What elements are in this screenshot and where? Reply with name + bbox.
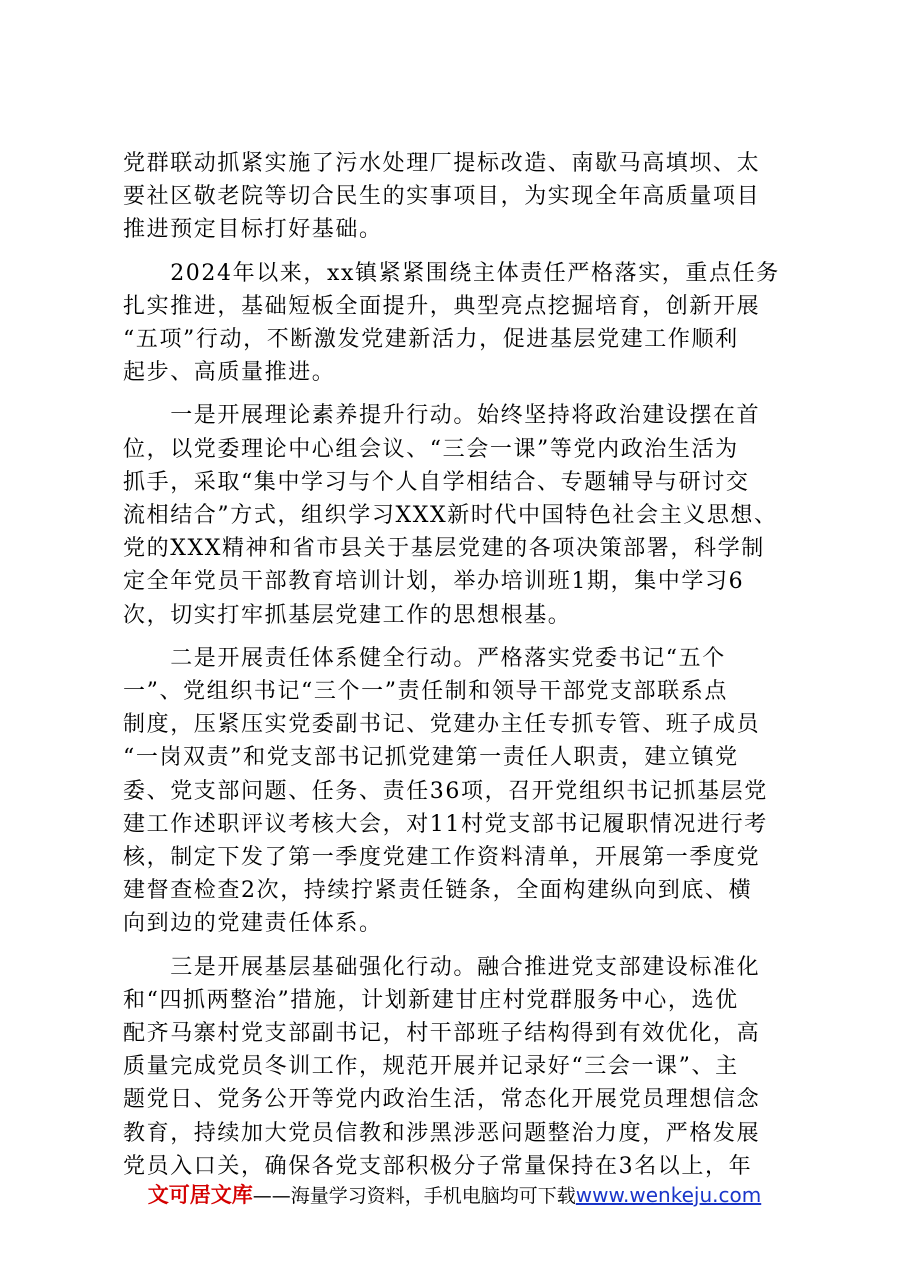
text-line: 流相结合”方式，组织学习XXX新时代中国特色社会主义思想、 (123, 503, 778, 529)
text-line: 推进预定目标打好基础。 (123, 217, 383, 243)
text-line: 扎实推进，基础短板全面提升，典型亮点挖掘培育，创新开展 (123, 293, 761, 319)
text-line: 次，切实打牢抓基层党建工作的思想根基。 (123, 602, 572, 628)
text-line: 一是开展理论素养提升行动。始终坚持将政治建设摆在首 (123, 403, 761, 429)
text-line: 2024年以来，xx镇紧紧围绕主体责任严格落实，重点任务 (123, 260, 780, 286)
text-line: 委、党支部问题、任务、责任36项，召开党组织书记抓基层党 (123, 778, 768, 804)
document-body (123, 147, 795, 1193)
paragraph-5 (123, 951, 795, 1183)
text-line: 位，以党委理论中心组会议、“三会一课”等党内政治生活为 (123, 436, 739, 462)
text-line: 建工作述职评议考核大会，对11村党支部书记履职情况进行考 (123, 811, 768, 837)
text-line: 党员入口关，确保各党支部积极分子常量保持在3名以上，年 (123, 1153, 753, 1179)
text-line: 党的XXX精神和省市县关于基层党建的各项决策部署，科学制 (123, 536, 765, 562)
paragraph-4 (123, 642, 795, 941)
text-line: 定全年党员干部教育培训计划，举办培训班1期，集中学习6 (123, 569, 745, 595)
footer-website-link[interactable]: www.wenkeju.com (575, 1183, 762, 1207)
text-line: “一岗双责”和党支部书记抓党建第一责任人职责，建立镇党 (123, 745, 739, 771)
footer-brand: 文可居文库 (147, 1183, 253, 1207)
text-line: 抓手，采取“集中学习与个人自学相结合、专题辅导与研讨交 (123, 469, 750, 495)
paragraph-3 (123, 399, 795, 631)
paragraph-2 (123, 257, 795, 390)
text-line: “五项”行动，不断激发党建新活力，促进基层党建工作顺利 (123, 327, 739, 353)
text-line: 建督查检查2次，持续拧紧责任链条，全面构建纵向到底、横 (123, 878, 753, 904)
text-line: 要社区敬老院等切合民生的实事项目，为实现全年高质量项目 (123, 184, 761, 210)
text-line: 党群联动抓紧实施了污水处理厂提标改造、南歇马高填坝、太 (123, 151, 761, 176)
text-line: 配齐马寨村党支部副书记，村干部班子结构得到有效优化，高 (123, 1021, 761, 1047)
text-line: 和“四抓两整治”措施，计划新建甘庄村党群服务中心，选优 (123, 987, 739, 1013)
text-line: 题党日、党务公开等党内政治生活，常态化开展党员理想信念 (123, 1087, 761, 1113)
footer-banner (0, 1180, 909, 1211)
text-line: 二是开展责任体系健全行动。严格落实党委书记“五个 (123, 645, 726, 671)
text-line: 起步、高质量推进。 (123, 360, 336, 386)
footer-tagline: ——海量学习资料，手机电脑均可下载 (252, 1185, 576, 1207)
text-line: 向到边的党建责任体系。 (123, 911, 383, 937)
paragraph-1 (123, 147, 795, 247)
text-line: 质量完成党员冬训工作，规范开展并记录好“三会一课”、主 (123, 1054, 739, 1080)
text-line: 核，制定下发了第一季度党建工作资料清单，开展第一季度党 (123, 845, 761, 871)
text-line: 三是开展基层基础强化行动。融合推进党支部建设标准化 (123, 954, 761, 980)
text-line: 制度，压紧压实党委副书记、党建办主任专抓专管、班子成员 (123, 712, 761, 738)
text-line: 一”、党组织书记“三个一”责任制和领导干部党支部联系点 (123, 679, 728, 705)
text-line: 教育，持续加大党员信教和涉黑涉恶问题整治力度，严格发展 (123, 1120, 761, 1146)
